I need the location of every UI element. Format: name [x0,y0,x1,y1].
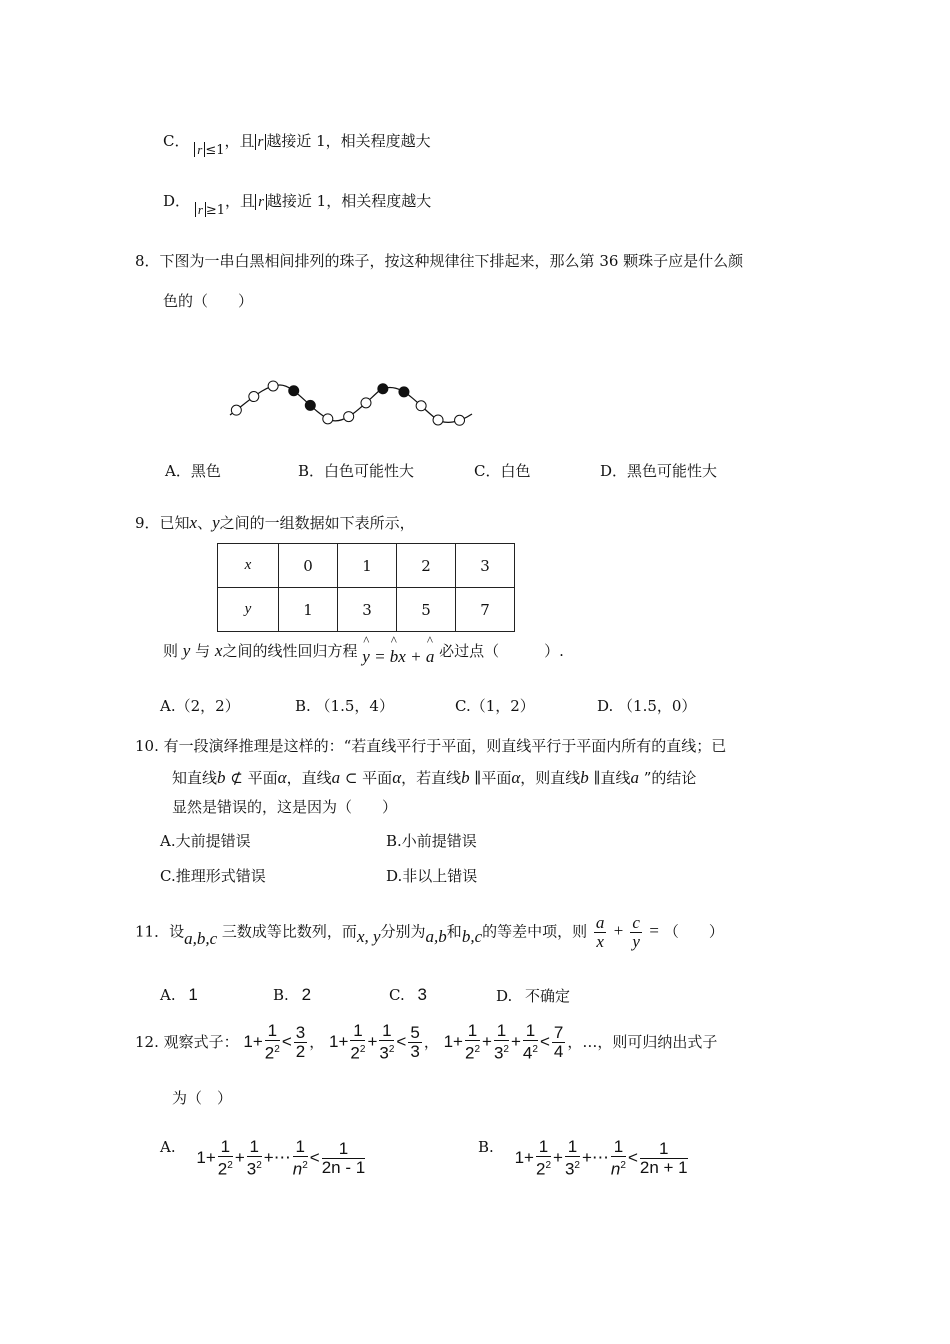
bead-white [323,414,333,424]
bead-white [268,381,278,391]
text: 必过点（ ）. [439,642,564,660]
var-x: x [214,641,223,660]
q11-option-d [496,985,570,1006]
abs-r: r [255,194,267,210]
text: 9．已知 [135,514,190,532]
bead-white [249,392,259,402]
var-a: a [331,768,341,787]
option-label: C. [389,986,405,1004]
q10-stem-line2 [172,767,696,788]
var-bc: b,c [461,927,483,947]
q11-option-b [273,985,311,1005]
option-value: 不确定 [525,987,571,1005]
var-x: x [189,513,198,532]
var-y: y [212,513,220,532]
var-b: b [580,768,589,787]
option-a-expression: 1+ $\frac{1}{2^2}$ + $\frac{1}{3^2}$ +⋯ $\frac{1}{n^2}$ < $\frac{1}{2n - 1}$ [196,1137,366,1179]
var-b: b [461,768,470,787]
bead-white [344,412,354,422]
table-cell: 2 [397,544,456,588]
bead-string-figure [220,370,480,440]
text: 则 [163,642,179,660]
q10-option-a: A.大前提错误 [160,832,251,850]
text: 越接近 1，相关程度越大 [266,132,431,150]
text: ，且 [224,132,255,150]
text: ，且 [225,192,256,210]
text: 的等差中项，则 [482,922,588,941]
var-alpha: α [511,768,521,787]
text: 12. 观察式子： [135,1032,239,1051]
option-label: D． [163,192,191,210]
text: 11．设 [135,922,185,941]
abs-r: r [255,134,267,150]
q12-stem-line2: 为（ ） [172,1089,233,1107]
q10-stem-line1: 10. 有一段演绎推理是这样的：“若直线平行于平面，则直线平行于平面内所有的直线；已 [135,737,727,755]
text: ”的结论 [639,769,697,787]
q9-option-d: D. （1.5，0） [597,697,697,715]
q12-option-a [160,1138,367,1179]
bead-black [305,400,315,410]
table-cell: 1 [279,588,338,632]
option-value: 3 [417,985,427,1004]
var-a: a [630,768,639,787]
q11-option-a [160,985,198,1005]
var-xy: x, y [356,927,381,947]
option-label: B. [273,986,289,1004]
q11-expression: $\frac{a}{x}$ + $\frac{c}{y}$ = [595,913,664,951]
bead-white [455,415,465,425]
q8-option-c: C．白色 [474,462,531,480]
q9-option-a: A.（2，2） [160,697,240,715]
q12-option-b [478,1138,690,1179]
rhs-denominator: 2n - 1 [321,1157,366,1177]
q11-stem [135,914,724,951]
table-head-x: x [218,544,279,588]
q8-stem-line2: 色的（ ） [163,292,254,310]
text: ⊂ 平面 [340,769,393,787]
text: 和 [446,922,462,941]
q9-data-table [217,543,515,632]
var-abc: a,b,c [184,929,218,949]
bead-white [361,398,371,408]
bead-black [378,384,388,394]
rhs-denominator: 2n + 1 [639,1157,688,1177]
q12-ineq-1: 1+ $\frac{1}{2^2}$ < $\frac{3}{2}$ [243,1021,306,1063]
q10-stem-line3: 显然是错误的，这是因为（ ） [172,798,398,816]
var-alpha: α [392,768,402,787]
q10-option-d: D.非以上错误 [386,867,478,885]
table-row [218,588,515,632]
option-label: C． [163,132,190,150]
q9-stem [135,512,415,533]
text: 、 [197,514,213,532]
abs-r: r [195,202,206,217]
q11-option-c [389,985,427,1005]
text: 之间的线性回归方程 [222,642,358,660]
var-y: y [182,641,191,660]
text: ，则直线 [520,769,581,787]
table-cell: 7 [456,588,515,632]
option-label: D. [496,987,513,1005]
table-cell: 3 [338,588,397,632]
option-label: A. [160,986,176,1004]
relation: ≥1 [205,203,226,218]
abs-r: r [194,142,205,157]
q8-option-d: D．黑色可能性大 [600,462,718,480]
text: ，若直线 [401,769,462,787]
q8-option-b: B．白色可能性大 [298,462,415,480]
text: ⊄ 平面 [225,769,278,787]
table-head-y: y [218,588,279,632]
q12-stem: 12. 观察式子： 1+ $\frac{1}{2^2}$ < $\frac{3}{2}$ ， 1+ $\frac{1}{2^2}$ + $\frac{1}{3^2}$ < $\frac{5}{3}$ ， 1+ $\frac{1}{2^2}$ + $\frac{1}{3^2}$ + $\frac{1}{4^2}$ < $\frac{7}{4}$ ，…，则可归纳出式子 [135,1021,718,1063]
text: ∥直线 [588,769,631,787]
q9-option-c: C.（1，2） [455,697,535,715]
table-row [218,544,515,588]
text: （ ） [663,922,724,941]
text: 之间的一组数据如下表所示， [219,514,415,532]
text: ，…，则可归纳出式子 [567,1032,718,1051]
relation: ≤1 [205,143,225,158]
var-b: b [217,768,226,787]
option-value: 2 [301,985,312,1004]
text: 与 [195,642,211,660]
var-ab: a,b [425,927,447,947]
table-cell: 0 [279,544,338,588]
q9-option-b: B. （1.5，4） [295,697,394,715]
regression-equation: ^ y = ^ bx + ^ a [362,647,434,666]
q12-ineq-2: 1+ $\frac{1}{2^2}$ + $\frac{1}{3^2}$ < $\frac{5}{3}$ [329,1021,420,1063]
q9-statement [163,640,564,666]
q12-ineq-3: 1+ $\frac{1}{2^2}$ + $\frac{1}{3^2}$ + $\frac{1}{4^2}$ < $\frac{7}{4}$ [443,1021,564,1063]
table-cell: 5 [397,588,456,632]
text: 知直线 [172,769,218,787]
option-value: 1 [188,985,198,1004]
q7-option-c [163,130,431,158]
bead-black [289,386,299,396]
q8-stem-line1: 8．下图为一串白黑相间排列的珠子，按这种规律往下排起来，那么第 36 颗珠子应是什么颜 [135,252,744,270]
q10-option-b: B.小前提错误 [386,832,477,850]
q10-option-c: C.推理形式错误 [160,867,266,885]
bead-white [416,401,426,411]
bead-black [399,387,409,397]
option-label: B. [478,1138,494,1156]
text: 越接近 1，相关程度越大 [266,192,432,210]
option-label: A. [160,1138,176,1156]
bead-white [231,405,241,415]
text: ，直线 [286,769,332,787]
text: 分别为 [380,922,426,941]
var-alpha: α [277,768,287,787]
q7-option-d [163,190,432,218]
table-cell: 3 [456,544,515,588]
bead-white [433,415,443,425]
q8-option-a: A．黑色 [165,462,221,480]
option-b-expression: 1+ $\frac{1}{2^2}$ + $\frac{1}{3^2}$ +⋯ $\frac{1}{n^2}$ < $\frac{1}{2n + 1}$ [514,1137,688,1179]
text: ∥平面 [469,769,512,787]
table-cell: 1 [338,544,397,588]
text: 三数成等比数列，而 [221,922,357,941]
